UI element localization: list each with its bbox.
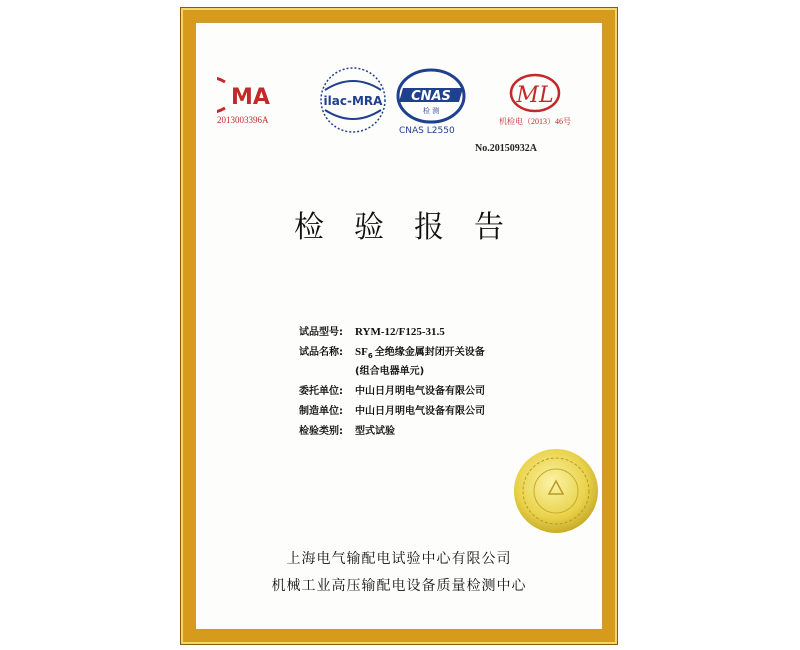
footer-line-2: 机械工业高压输配电设备质量检测中心 xyxy=(271,578,527,594)
footer-line-1: 上海电气输配电试验中心有限公司 xyxy=(286,551,512,567)
field-value: 中山日月明电气设备有限公司 xyxy=(355,406,485,417)
ilac-mark-text: ilac-MRA xyxy=(323,94,383,108)
cma-logo xyxy=(217,74,287,124)
field-model xyxy=(299,322,485,342)
certificate-page xyxy=(195,22,603,630)
ilac-mra-logo xyxy=(317,64,389,136)
report-number: No.20150932A xyxy=(475,143,537,154)
gold-seal-icon xyxy=(513,448,599,534)
field-value: 中山日月明电气设备有限公司 xyxy=(355,386,485,397)
field-name-line2 xyxy=(299,362,485,382)
field-name xyxy=(299,342,485,362)
sf-text: SF xyxy=(355,346,368,358)
ml-mark-text: ML xyxy=(516,83,554,108)
ml-logo xyxy=(495,72,575,128)
field-value: RYM-12/F125-31.5 xyxy=(355,326,445,338)
field-label: 制造单位: xyxy=(299,406,343,417)
cnas-sub-text: 检 测 xyxy=(422,107,440,115)
cnas-code: CNAS L2550 xyxy=(399,126,455,136)
field-value: 型式试验 xyxy=(355,426,395,437)
field-label: 委托单位: xyxy=(299,386,343,397)
field-value: 全绝缘金属封闭开关设备 xyxy=(374,347,485,358)
field-label: 试品名称: xyxy=(299,347,343,358)
field-value: (组合电器单元) xyxy=(355,366,425,377)
ml-code: 机检电（2013）46号 xyxy=(499,117,571,126)
cnas-logo xyxy=(393,66,471,140)
field-maker xyxy=(299,402,485,422)
cnas-mark-text: CNAS xyxy=(411,89,451,104)
sf-subscript: 6 xyxy=(367,352,373,360)
field-label: 检验类别: xyxy=(299,426,343,437)
field-type xyxy=(299,422,485,442)
cma-mark-text: MA xyxy=(231,85,270,110)
field-client xyxy=(299,382,485,402)
cma-code: 2013003396A xyxy=(217,115,269,125)
field-list xyxy=(299,322,485,442)
field-label: 试品型号: xyxy=(299,327,343,338)
page-title: 检验报告 xyxy=(294,210,534,245)
